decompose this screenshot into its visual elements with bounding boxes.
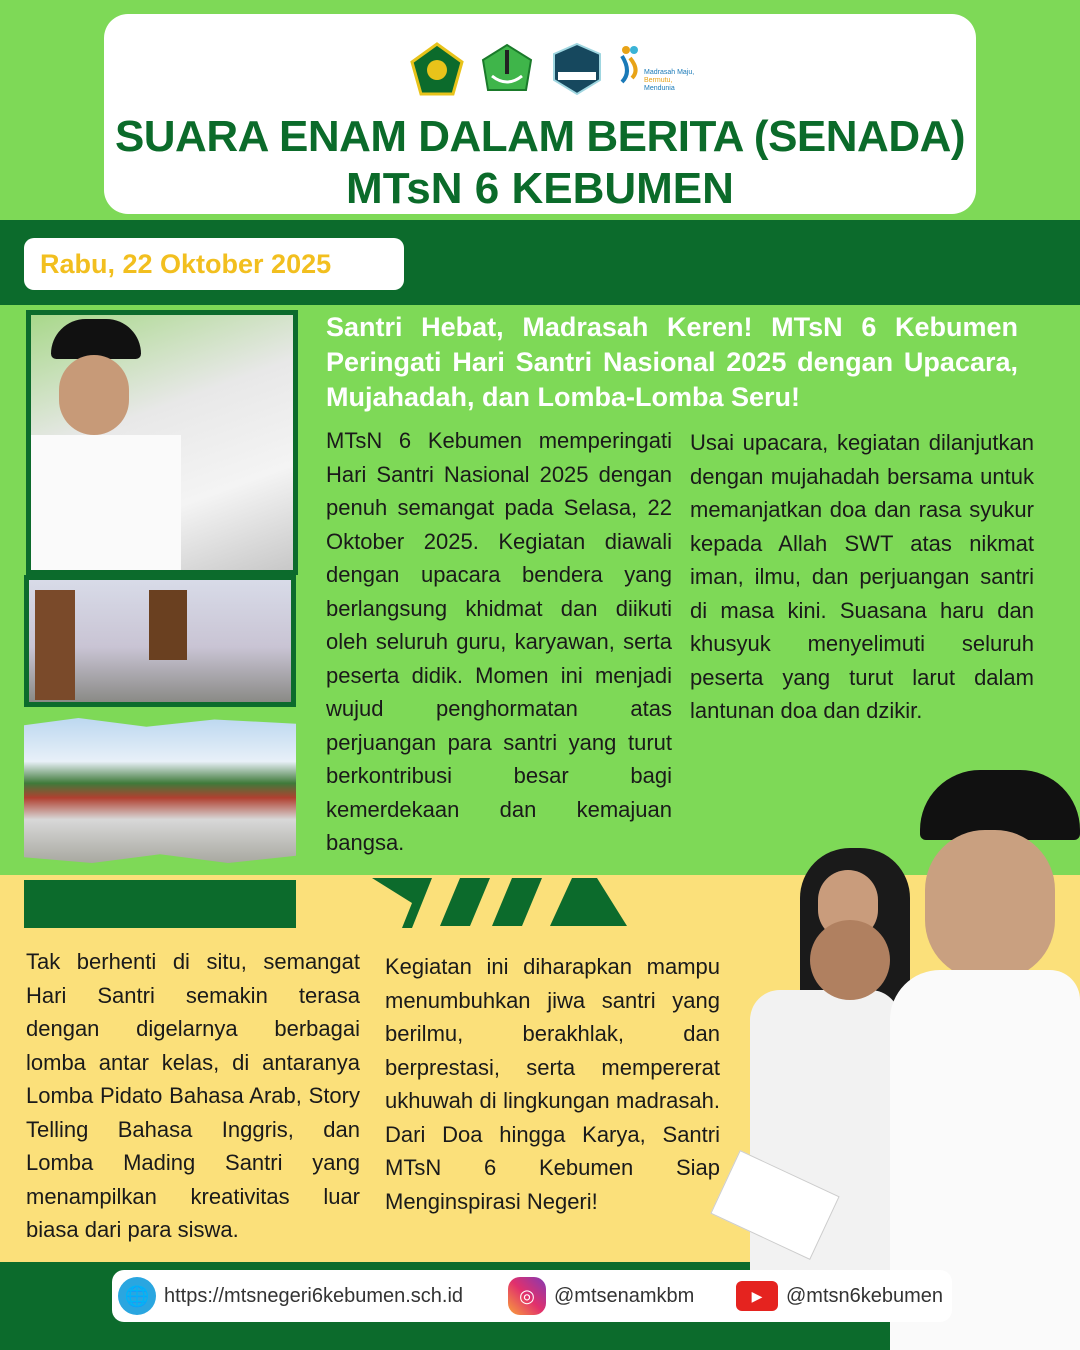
website-text: https://mtsnegeri6kebumen.sch.id	[164, 1284, 464, 1307]
website-link[interactable]	[118, 1277, 508, 1315]
youtube-text: @mtsn6kebumen	[786, 1284, 944, 1307]
youtube-link[interactable]	[736, 1281, 943, 1311]
photo-flag-ceremony	[24, 718, 296, 863]
instagram-link[interactable]	[508, 1277, 736, 1315]
footer-contacts	[112, 1270, 952, 1322]
decorative-bar	[24, 880, 296, 928]
photo-speech-contest	[24, 575, 296, 707]
date-label: Rabu, 22 Oktober 2025	[24, 238, 404, 290]
article-paragraph-4: Kegiatan ini diharapkan mampu menumbuhkan jiwa santri yang berilmu, berakhlak, dan berprestasi, serta mempererat ukhuwah di lingkungan madrasah. Dari Doa hingga Karya, Santri MTsN 6 Kebumen Siap Menginspirasi Negeri!	[385, 954, 720, 1214]
article-paragraph-2: Usai upacara, kegiatan dilanjutkan dengan mujahadah bersama untuk memanjatkan doa dan rasa syukur kepada Allah SWT atas nikmat iman, ilmu, dan perjuangan santri di masa kini. Suasana haru dan khusyuk menyelimuti seluruh peserta yang turut larut dalam lantunan doa dan dzikir.	[690, 430, 1034, 723]
svg-text:Mendunia: Mendunia	[644, 85, 675, 92]
photo-students-reading	[26, 310, 298, 575]
article-paragraph-3: Tak berhenti di situ, semangat Hari Santri semakin terasa dengan digelarnya berbagai lomba antar kelas, di antaranya Lomba Pidato Bahasa Arab, Story Telling Bahasa Inggris, dan Lomba Mading Santri yang menampilkan kreativitas luar biasa dari para siswa.	[26, 949, 360, 1242]
title-line-2: MTsN 6 KEBUMEN	[346, 164, 734, 213]
svg-text:Madrasah Maju,: Madrasah Maju,	[644, 69, 695, 76]
article-headline: Santri Hebat, Madrasah Keren! MTsN 6 Kebumen Peringati Hari Santri Nasional 2025 dengan Upacara, Mujahadah, dan Lomba-Lomba Seru!	[326, 312, 1018, 412]
title-line-1: SUARA ENAM DALAM BERITA (SENADA)	[114, 112, 966, 161]
madrasah-logo-icon	[480, 42, 534, 96]
svg-text:Bermutu,: Bermutu,	[644, 77, 673, 84]
youtube-icon: ▶	[736, 1281, 778, 1311]
media-informasi-logo-icon	[550, 42, 604, 96]
instagram-text: @mtsenamkbm	[554, 1284, 695, 1307]
article-paragraph-1: MTsN 6 Kebumen memperingati Hari Santri Nasional 2025 dengan penuh semangat pada Selasa, 22 Oktober 2025. Kegiatan diawali dengan upacara bendera yang berlangsung khidmat dan diikuti oleh seluruh guru, karyawan, serta peserta didik. Momen ini menjadi wujud penghormatan atas perjuangan para santri yang turut berkontribusi besar bagi kemerdekaan dan kemajuan bangsa.	[326, 428, 672, 855]
photo-students-cutout	[740, 770, 1080, 1350]
globe-icon: 🌐	[118, 1277, 156, 1315]
madrasah-maju-logo-icon	[618, 42, 698, 96]
decorative-stripes	[372, 878, 634, 928]
kemenag-logo-icon	[410, 42, 464, 96]
header-card	[104, 14, 976, 214]
instagram-icon: ◎	[508, 1277, 546, 1315]
